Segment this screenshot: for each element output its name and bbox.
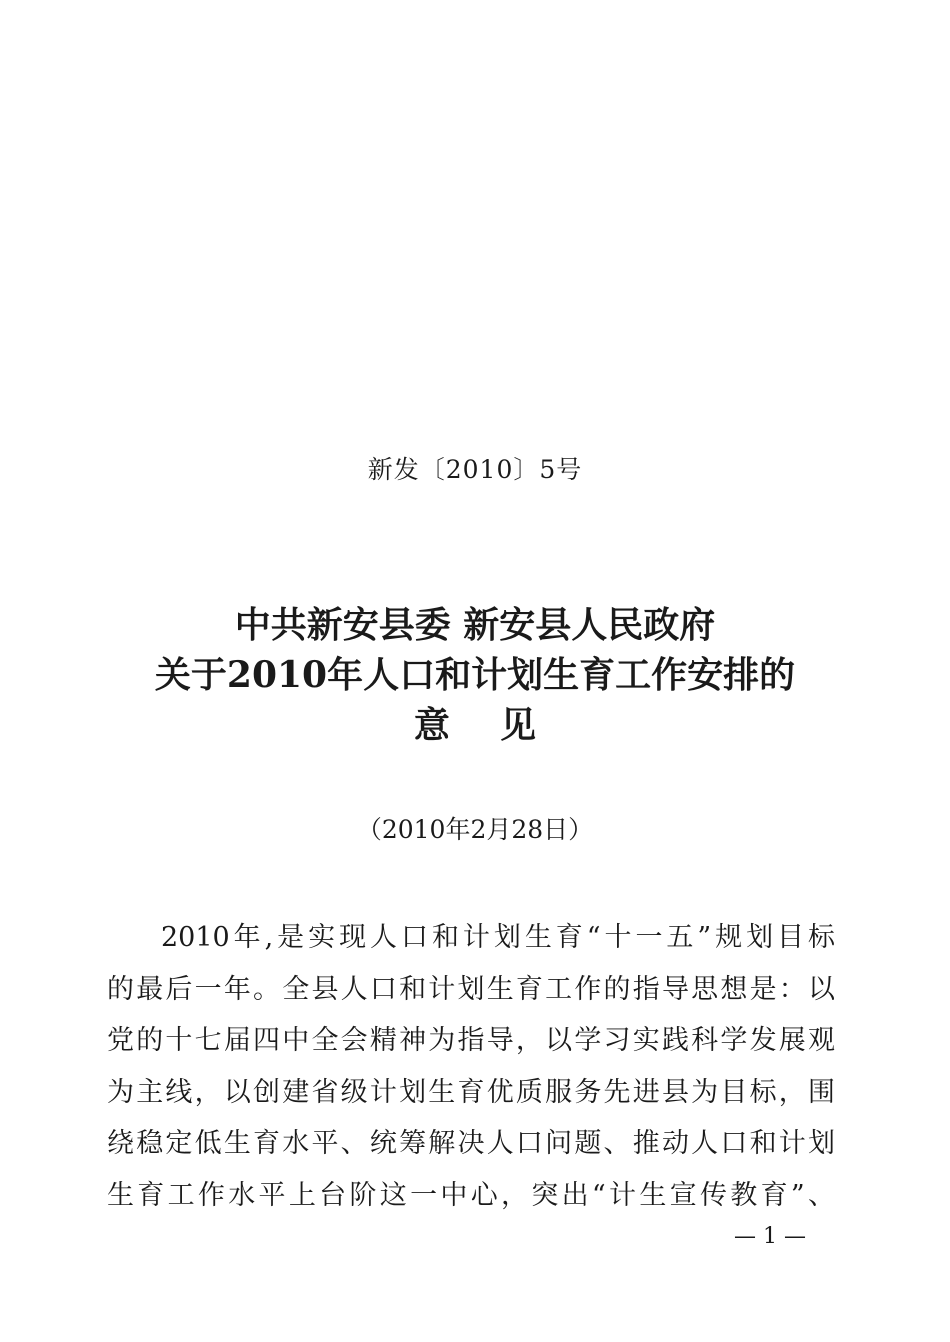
body-line: 为主线，以创建省级计划生育优质服务先进县为目标，围 [107,1076,835,1108]
body-line: 2010年,是实现人口和计划生育“十一五”规划目标 [161,922,835,953]
body-paragraph [107,912,835,1221]
document-title [0,600,950,750]
title-line-1: 中共新安县委 新安县人民政府 [234,604,716,646]
body-line: 生育工作水平上台阶这一中心，突出“计生宣传教育”、 [107,1179,835,1211]
body-line: 的最后一年。全县人口和计划生育工作的指导思想是：以 [107,973,835,1005]
document-date: （2010年2月28日） [356,815,594,844]
body-line: 党的十七届四中全会精神为指导，以学习实践科学发展观 [107,1025,835,1056]
body-line: 绕稳定低生育水平、统筹解决人口问题、推动人口和计划 [107,1128,835,1159]
title-line-3: 意 见 [413,704,537,746]
page-number: — 1 — [734,1224,806,1249]
document-number: 新发〔2010〕5号 [367,455,583,484]
title-line-2: 关于2010年人口和计划生育工作安排的 [154,654,796,696]
